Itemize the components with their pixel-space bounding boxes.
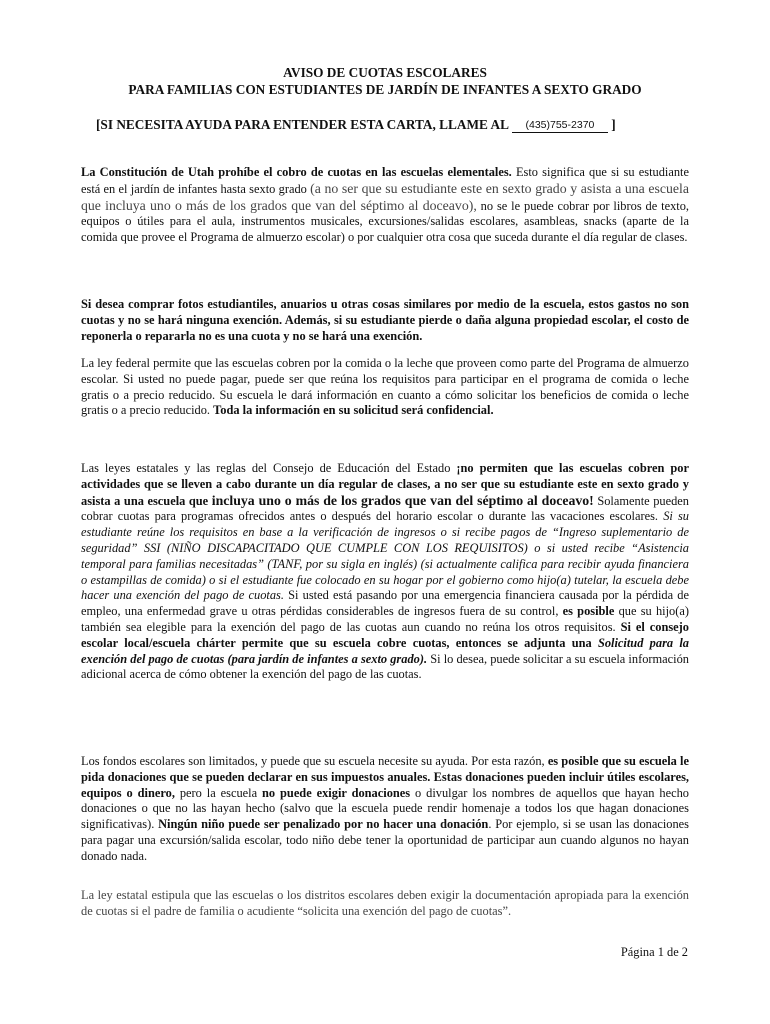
p6-s1: La ley estatal estipula que las escuelas o los distritos escolares deben exigir la documentación apropiada para la exención de cuotas si el padre de familia o acudiente “solicita una exención del pago de cuotas”. <box>81 888 689 918</box>
p4-s2: ¡no permiten que las escuelas cobren por actividades que se lleven a cabo durante un día regular de clases, a no ser que su estudiante este en sexto grado y asista a una escuela que <box>81 461 689 508</box>
p1-s2: Esto significa que si su estudiante está en el jardín de infantes hasta sexto grado <box>81 165 689 196</box>
p2-s1: Si desea comprar fotos estudiantiles, anuarios u otras cosas similares por medio de la escuela, estos gastos no son cuotas y no se hará ninguna exención. Además, si su estudiante pierde o daña alguna propiedad escolar, el costo de reponerla o repararla no es una cuota y no se hará una exención. <box>81 297 689 343</box>
paragraph-photos-yearbooks <box>81 297 689 344</box>
paragraph-constitution <box>81 165 689 246</box>
phone-number-field: (435)755-2370 <box>512 118 608 133</box>
p4-s3: incluya uno o más de los grados que van del séptimo al doceavo! <box>211 492 594 508</box>
page-number: Página 1 de 2 <box>620 945 688 959</box>
paragraph-donations <box>81 754 689 865</box>
p5-s7: . Por ejemplo, si se usan las donaciones para pagar una excursión/salida escolar, todo niño debe tener la oportunidad de participar aun cuando algunos no hayan donado nada. <box>81 817 690 863</box>
p1-s1: La Constitución de Utah prohíbe el cobro de cuotas en las escuelas elementales. <box>81 165 512 179</box>
p1-s3: (a no ser que su estudiante este en sexto grado y asista a una escuela que incluya uno o más de los grados que van del séptimo al doceavo), <box>81 180 689 213</box>
title-line-2: PARA FAMILIAS CON ESTUDIANTES DE JARDÍN DE INFANTES A SEXTO GRADO <box>128 82 642 97</box>
help-suffix: ] <box>607 117 616 132</box>
p3-s1: La ley federal permite que las escuelas cobren por la comida o la leche que proveen como parte del Programa de almuerzo escolar. Si usted no puede pagar, puede ser que reúna los requisitos para participar en el programa de comida o leche gratis o a precio reducido. Su escuela le dará información en cuanto a cómo solicitar los beneficios de comida o leche gratis o a precio reducido. <box>81 356 689 418</box>
p1-s4: no se le puede cobrar por libros de texto, equipos o útiles para el aula, instrumentos musicales, excursiones/salidas escolares, asambleas, snacks (aparte de la comida que provee el Programa de almuerzo escolar) o por cualquier otra cosa que suceda durante el día regular de clases. <box>81 198 689 245</box>
p4-s6: Si usted está pasando por una emergencia financiera causada por la pérdida de empleo, una enfermedad grave u otras pérdidas considerables de ingresos fuera de su control, <box>81 588 689 619</box>
paragraph-documentation <box>81 888 689 920</box>
p4-s4: Solamente pueden cobrar cuotas para programas ofrecidos antes o después del horario escolar o durante las vacaciones escolares. <box>81 493 689 524</box>
paragraph-federal-law <box>81 356 689 419</box>
p3-s2: Toda la información en su solicitud será confidencial. <box>213 403 494 418</box>
p4-s7: es posible <box>562 604 615 619</box>
p4-s1: Las leyes estatales y las reglas del Consejo de Educación del Estado <box>81 461 457 475</box>
p4-s9: Si el consejo escolar local/escuela chárter permite que su escuela cobre cuotas, entonces se adjunta una <box>81 619 689 650</box>
p5-s5: o divulgar los nombres de aquellos que hayan hecho donaciones o que no las hayan hecho (salvo que la escuela puede rendir homenaje a todos los que hagan donaciones significativas). <box>81 785 689 832</box>
title-line-1: AVISO DE CUOTAS ESCOLARES <box>283 65 487 80</box>
p5-s2: es posible que su escuela le pida donaciones que se pueden declarar en sus impuestos anuales. Estas donaciones pueden incluir útiles escolares, equipos o dinero, <box>81 754 689 800</box>
help-prefix: [SI NECESITA AYUDA PARA ENTENDER ESTA CARTA, LLAME AL <box>96 117 509 132</box>
p4-s8: que su hijo(a) también sea elegible para la exención del pago de las cuotas aun cuando no reúna los otros requisitos. <box>81 604 689 634</box>
p5-s4: no puede exigir donaciones <box>262 785 411 800</box>
paragraph-state-law <box>81 461 689 683</box>
p5-s6: Ningún niño puede ser penalizado por no hacer una donación <box>158 817 489 832</box>
p4-s11: Si lo desea, puede solicitar a su escuela información adicional acerca de cómo obtener la exención del pago de las cuotas. <box>81 651 689 682</box>
help-line <box>96 117 696 133</box>
p5-s3: pero la escuela <box>174 785 263 800</box>
p4-s10: Solicitud para la exención del pago de cuotas (para jardín de infantes a sexto grado). <box>81 635 689 666</box>
p5-s1: Los fondos escolares son limitados, y puede que su escuela necesite su ayuda. Por esta razón, <box>81 754 548 768</box>
p4-s5: Si su estudiante reúne los requisitos en base a la verificación de ingresos o si recibe pagos de “Ingreso suplementario de seguridad” SSI (NIÑO DISCAPACITADO QUE CUMPLE CON LOS REQUISITOS) o si usted recibe “Asistencia temporal para familias necesitadas” (TANF, por su sigla en inglés) (si actualmente califica para recibir ayuda financiera o estampillas de comida) o si el estudiante fue colocado en su hogar por el gobierno como hijo(a) tutelar, la escuela debe hacer una exención del pago de cuotas. <box>81 509 689 603</box>
